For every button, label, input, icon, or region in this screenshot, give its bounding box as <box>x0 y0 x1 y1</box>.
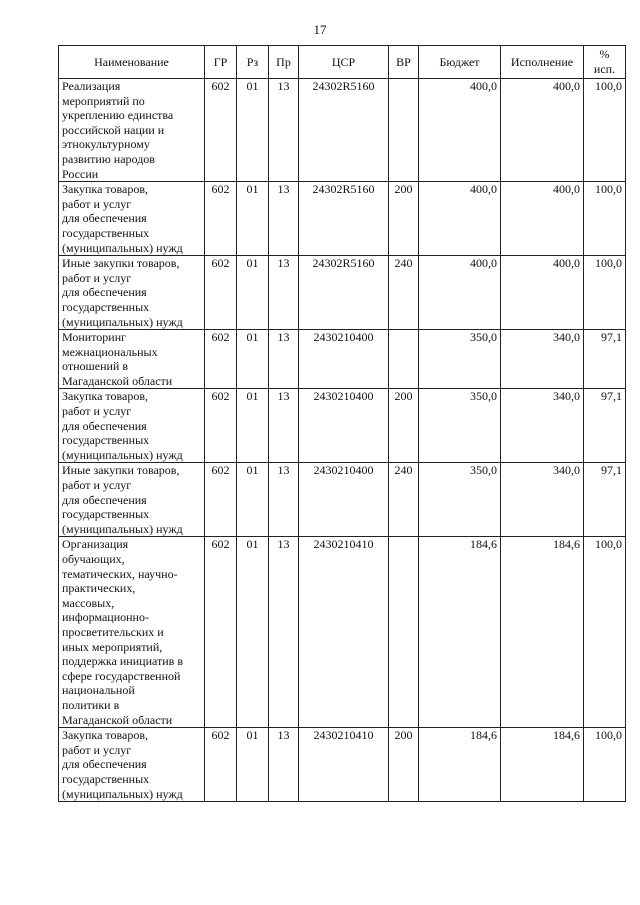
row-pr: 13 <box>269 330 299 389</box>
row-gr: 602 <box>205 537 237 728</box>
row-name-line: государственных <box>62 771 150 786</box>
row-budget: 400,0 <box>419 256 501 330</box>
table-row <box>59 330 626 389</box>
table-row <box>59 463 626 537</box>
row-pr: 13 <box>269 256 299 330</box>
row-name-line: работ и услуг <box>62 404 132 419</box>
row-name-line: отношений в <box>62 359 129 374</box>
row-name-line: (муниципальных) нужд <box>62 521 183 536</box>
row-name-line: (муниципальных) нужд <box>62 786 183 801</box>
row-csr: 2430210410 <box>299 728 389 802</box>
row-name-line: развитию народов <box>62 151 155 166</box>
row-name-line: информационно- <box>62 610 149 625</box>
row-csr: 24302R5160 <box>299 256 389 330</box>
row-name-line: массовых, <box>62 595 115 610</box>
header-percent-symbol: % <box>599 47 610 62</box>
row-execution: 340,0 <box>501 463 584 537</box>
row-name-line: для обеспечения <box>62 211 147 226</box>
row-csr: 2430210400 <box>299 330 389 389</box>
row-gr: 602 <box>205 79 237 182</box>
row-name-line: для обеспечения <box>62 285 147 300</box>
row-name-line: Мониторинг <box>62 330 127 345</box>
row-budget: 350,0 <box>419 330 501 389</box>
table-row <box>59 728 626 802</box>
row-execution: 340,0 <box>501 389 584 463</box>
row-name <box>59 537 205 728</box>
row-name-line: Иные закупки товаров, <box>62 256 180 271</box>
row-name-line: работ и услуг <box>62 270 132 285</box>
row-name-line: государственных <box>62 507 150 522</box>
row-name-line: Закупка товаров, <box>62 182 148 197</box>
row-name-line: Закупка товаров, <box>62 728 148 743</box>
header-percent <box>584 46 626 79</box>
row-name-line: этнокультурному <box>62 137 150 152</box>
row-name-line: поддержка инициатив в <box>62 654 184 669</box>
row-name-line: тематических, научно- <box>62 566 178 581</box>
row-name-line: государственных <box>62 299 150 314</box>
row-name <box>59 79 205 182</box>
row-name-line: для обеспечения <box>62 757 147 772</box>
row-rz: 01 <box>237 728 269 802</box>
row-rz: 01 <box>237 79 269 182</box>
row-pr: 13 <box>269 537 299 728</box>
row-name-line: Иные закупки товаров, <box>62 463 180 478</box>
header-gr: ГР <box>205 46 237 79</box>
header-name: Наименование <box>59 46 205 79</box>
row-percent: 97,1 <box>584 389 626 463</box>
row-name-line: России <box>62 166 99 181</box>
row-name-line: работ и услуг <box>62 478 132 493</box>
row-csr: 2430210400 <box>299 389 389 463</box>
row-name-line: сфере государственной <box>62 668 181 683</box>
row-gr: 602 <box>205 463 237 537</box>
row-execution: 340,0 <box>501 330 584 389</box>
row-gr: 602 <box>205 330 237 389</box>
row-gr: 602 <box>205 728 237 802</box>
row-pr: 13 <box>269 79 299 182</box>
row-name-line: российской нации и <box>62 122 165 137</box>
header-csr: ЦСР <box>299 46 389 79</box>
row-percent: 100,0 <box>584 728 626 802</box>
row-name-line: (муниципальных) нужд <box>62 447 183 462</box>
row-pr: 13 <box>269 389 299 463</box>
row-execution: 400,0 <box>501 182 584 256</box>
row-budget: 184,6 <box>419 537 501 728</box>
row-execution: 400,0 <box>501 79 584 182</box>
row-name-line: обучающих, <box>62 552 125 566</box>
row-budget: 184,6 <box>419 728 501 802</box>
row-name-line: Организация <box>62 537 129 552</box>
row-name-line: практических, <box>62 581 136 596</box>
row-vr: 200 <box>389 182 419 256</box>
row-pr: 13 <box>269 728 299 802</box>
row-vr <box>389 537 419 728</box>
row-name-line: для обеспечения <box>62 418 147 433</box>
row-name-line: укреплению единства <box>62 108 174 123</box>
row-budget: 350,0 <box>419 463 501 537</box>
row-vr <box>389 330 419 389</box>
table-row <box>59 79 626 182</box>
row-csr: 24302R5160 <box>299 182 389 256</box>
row-vr: 240 <box>389 463 419 537</box>
row-budget: 400,0 <box>419 182 501 256</box>
row-name-line: политики в <box>62 697 120 712</box>
row-percent: 100,0 <box>584 182 626 256</box>
row-name-line: работ и услуг <box>62 742 132 757</box>
row-rz: 01 <box>237 537 269 728</box>
row-gr: 602 <box>205 182 237 256</box>
row-percent: 97,1 <box>584 463 626 537</box>
header-vr: ВР <box>389 46 419 79</box>
row-budget: 350,0 <box>419 389 501 463</box>
row-pr: 13 <box>269 182 299 256</box>
row-name-line: Магаданской области <box>62 712 173 727</box>
row-csr: 2430210410 <box>299 537 389 728</box>
table-header-row <box>59 46 626 79</box>
row-name-line: государственных <box>62 225 150 240</box>
row-percent: 100,0 <box>584 256 626 330</box>
row-name-line: Закупка товаров, <box>62 389 148 404</box>
header-budget: Бюджет <box>419 46 501 79</box>
row-name-line: (муниципальных) нужд <box>62 240 183 255</box>
table-row <box>59 537 626 728</box>
row-name-line: Реализация <box>62 79 121 93</box>
row-name <box>59 463 205 537</box>
row-name-line: государственных <box>62 433 150 448</box>
row-name-line: межнациональных <box>62 344 158 359</box>
row-name-line: иных мероприятий, <box>62 639 163 654</box>
row-name-line: Магаданской области <box>62 373 173 388</box>
row-rz: 01 <box>237 182 269 256</box>
header-pr: Пр <box>269 46 299 79</box>
row-name <box>59 728 205 802</box>
row-rz: 01 <box>237 330 269 389</box>
row-execution: 400,0 <box>501 256 584 330</box>
row-rz: 01 <box>237 389 269 463</box>
row-percent: 97,1 <box>584 330 626 389</box>
header-percent-label: исп. <box>593 62 616 76</box>
row-name <box>59 182 205 256</box>
header-execution: Исполнение <box>501 46 584 79</box>
row-name-line: мероприятий по <box>62 93 145 108</box>
budget-table <box>58 45 626 802</box>
row-name-line: просветительских и <box>62 624 164 639</box>
row-execution: 184,6 <box>501 537 584 728</box>
row-name-line: национальной <box>62 683 135 698</box>
row-name <box>59 389 205 463</box>
table-body <box>59 79 626 802</box>
row-gr: 602 <box>205 256 237 330</box>
row-csr: 24302R5160 <box>299 79 389 182</box>
row-csr: 2430210400 <box>299 463 389 537</box>
row-execution: 184,6 <box>501 728 584 802</box>
row-percent: 100,0 <box>584 537 626 728</box>
row-vr: 240 <box>389 256 419 330</box>
table-row <box>59 256 626 330</box>
row-pr: 13 <box>269 463 299 537</box>
row-rz: 01 <box>237 463 269 537</box>
page-number: 17 <box>313 22 327 37</box>
row-gr: 602 <box>205 389 237 463</box>
row-budget: 400,0 <box>419 79 501 182</box>
table-row <box>59 182 626 256</box>
row-rz: 01 <box>237 256 269 330</box>
row-name-line: работ и услуг <box>62 196 132 211</box>
row-vr <box>389 79 419 182</box>
row-name <box>59 330 205 389</box>
row-vr: 200 <box>389 389 419 463</box>
row-name <box>59 256 205 330</box>
row-percent: 100,0 <box>584 79 626 182</box>
row-name-line: (муниципальных) нужд <box>62 314 183 329</box>
table-row <box>59 389 626 463</box>
header-rz: Рз <box>237 46 269 79</box>
row-vr: 200 <box>389 728 419 802</box>
row-name-line: для обеспечения <box>62 492 147 507</box>
